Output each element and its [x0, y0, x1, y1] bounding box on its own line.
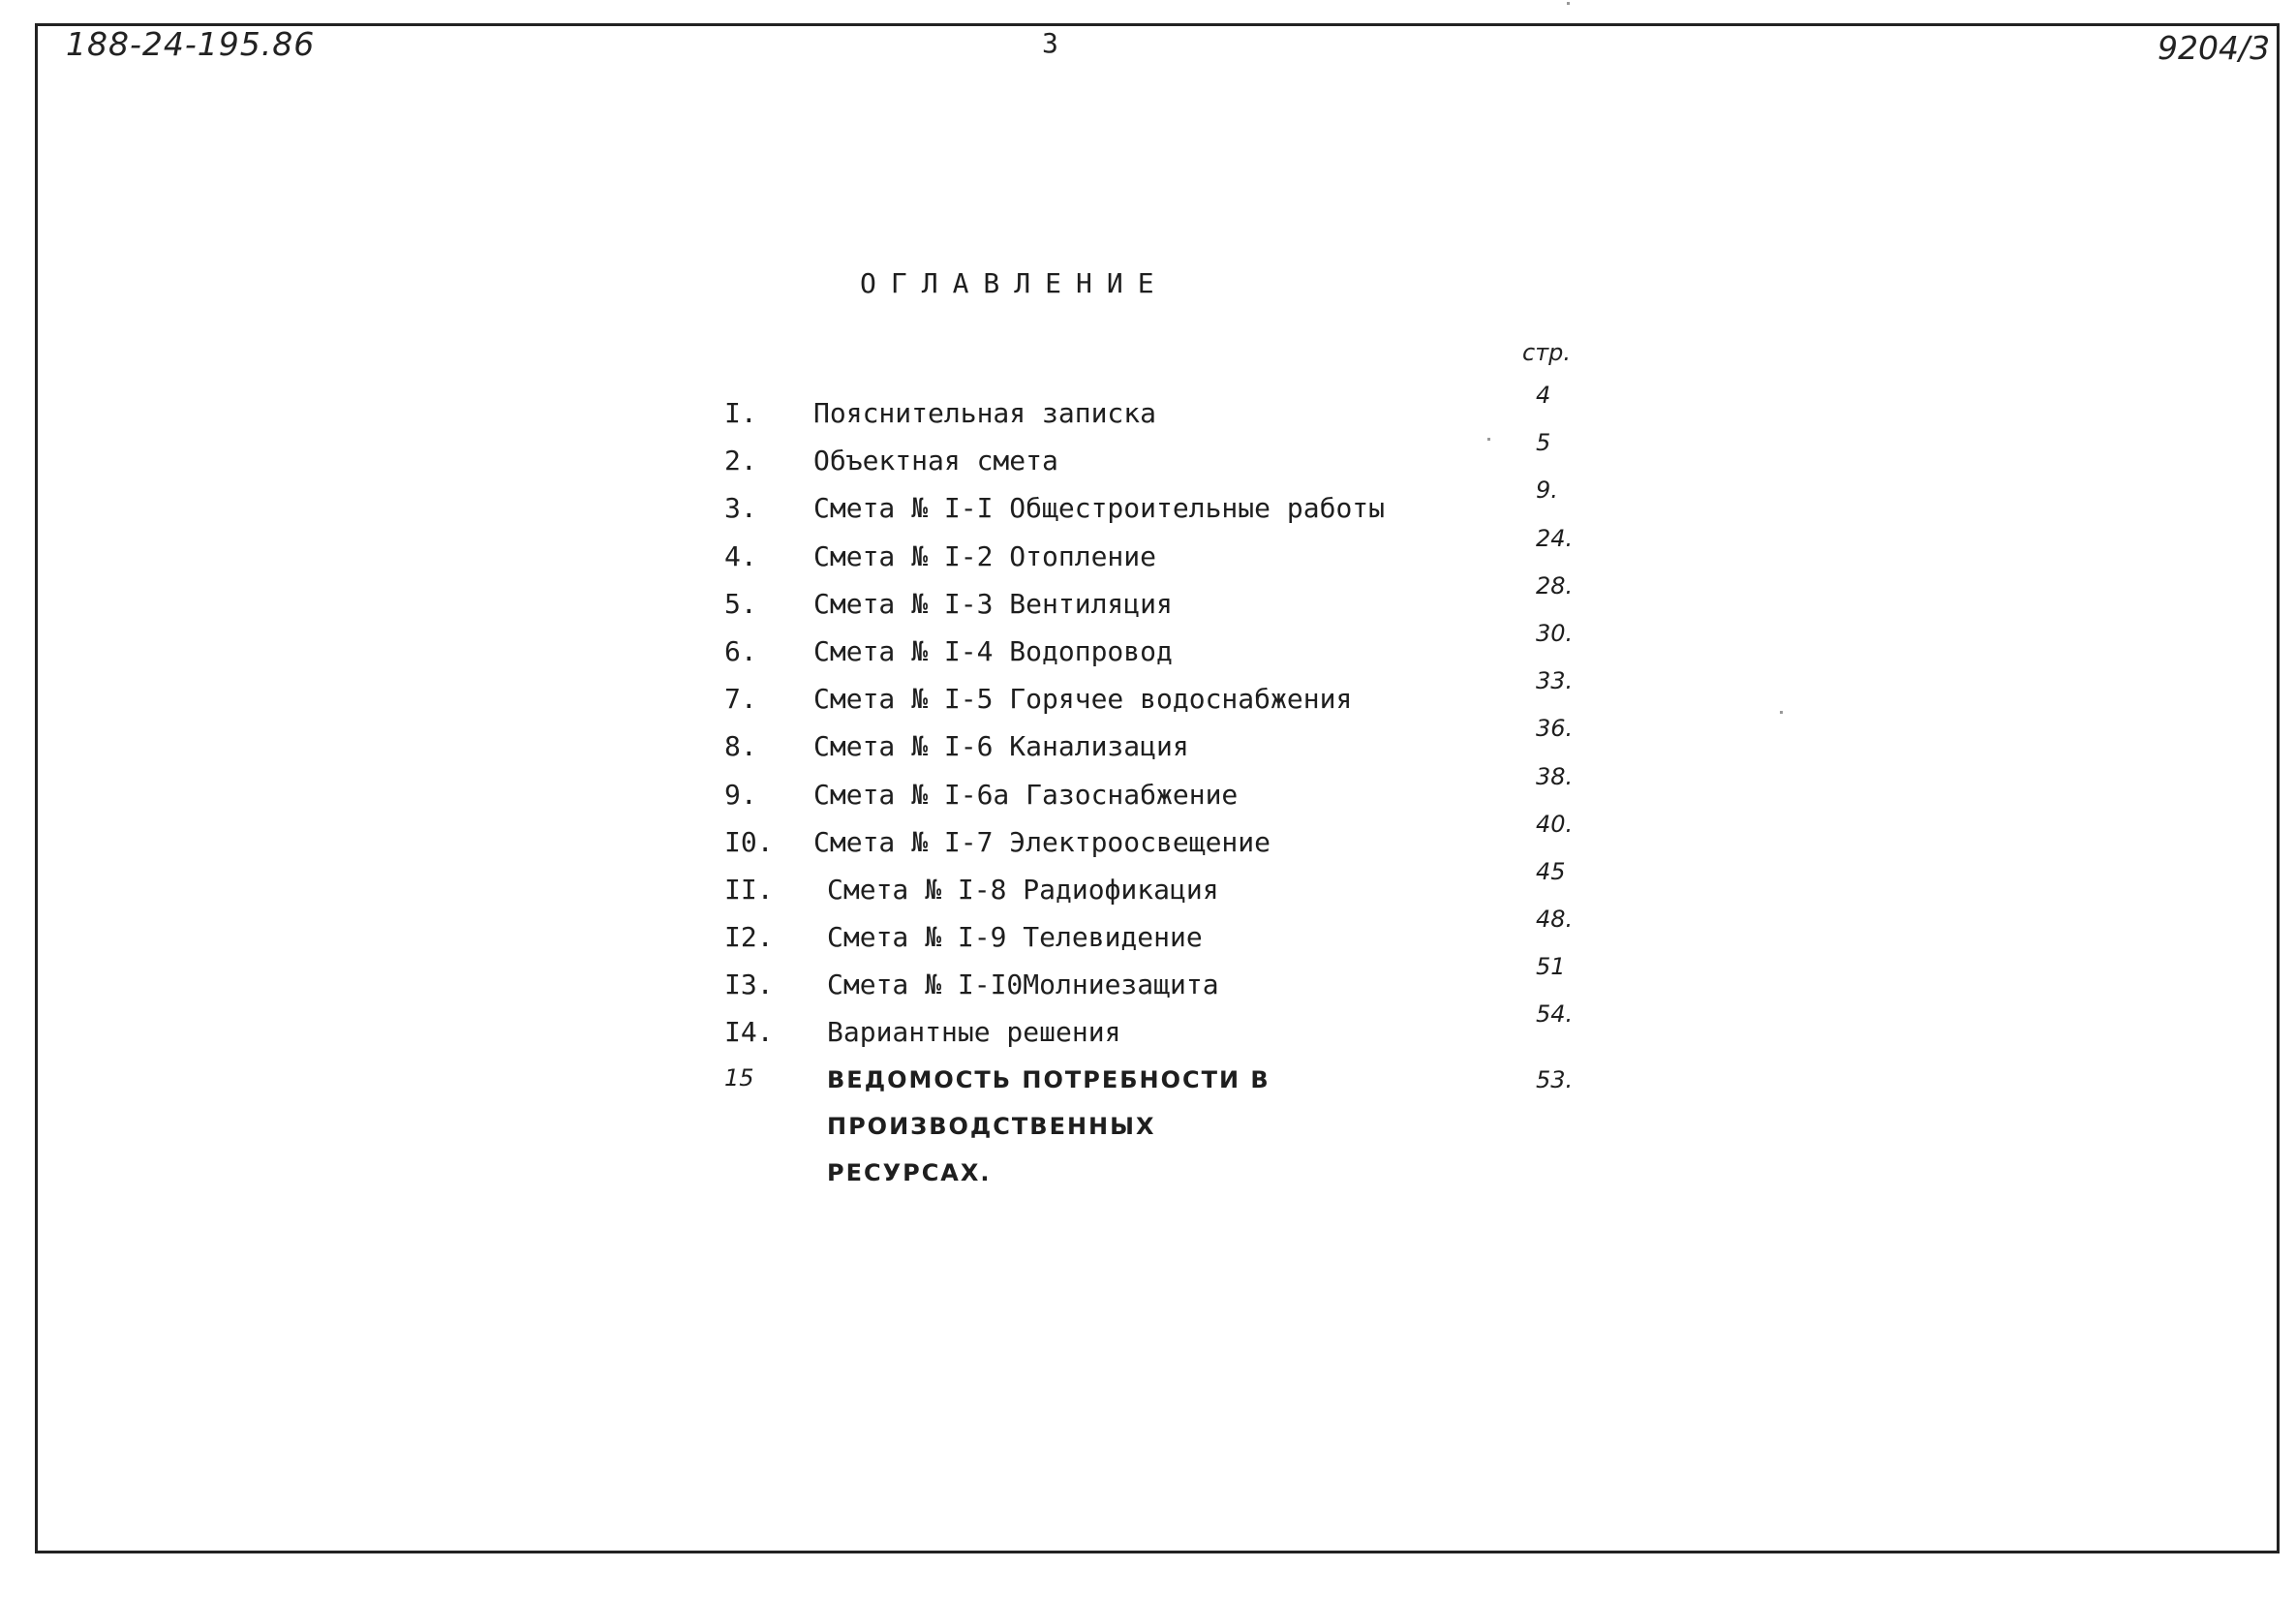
- toc-item-page: 54.: [1536, 1000, 1574, 1029]
- toc-item-number: 2.: [724, 445, 757, 477]
- toc-item-number: 5.: [724, 587, 757, 620]
- toc-item-number: 15: [724, 1063, 754, 1092]
- toc-item-number: I4.: [724, 1016, 774, 1049]
- toc-item-title: Смета № I-6 Канализация: [813, 730, 1189, 763]
- toc-item-page: 53.: [1536, 1065, 1574, 1093]
- toc-item-title: Смета № I-8 Радиофикация: [827, 873, 1219, 906]
- toc-item-page: 48.: [1536, 906, 1574, 934]
- toc-item: [724, 667, 1654, 730]
- toc-item-title: Смета № I-5 Горячее водоснабжения: [813, 683, 1353, 716]
- toc-item-number: 7.: [724, 683, 757, 716]
- toc-item-page: 45: [1536, 857, 1566, 885]
- toc-item-number: I0.: [724, 825, 774, 858]
- toc-item-title: Смета № I-6а Газоснабжение: [813, 778, 1239, 811]
- toc-item: [724, 810, 1654, 874]
- toc-item-page: 5: [1536, 429, 1551, 457]
- toc-item: [724, 1063, 1654, 1186]
- toc-item: [724, 619, 1654, 683]
- toc-item-number: I3.: [724, 969, 774, 1001]
- toc-item-page: 38.: [1536, 762, 1574, 790]
- document-code: 188-24-195.86: [66, 25, 316, 63]
- toc-item-number: 9.: [724, 778, 757, 811]
- toc-item: [724, 906, 1654, 969]
- scan-speck: [1487, 438, 1490, 441]
- inventory-number: 9204/3: [2158, 29, 2271, 67]
- toc-item: [724, 857, 1654, 921]
- toc-item: [724, 524, 1654, 588]
- toc-item: [724, 477, 1654, 539]
- toc-item-title: Смета № I-I Общестроительные работы: [813, 492, 1386, 525]
- toc-item-number: I2.: [724, 921, 774, 954]
- toc-item-page: 4: [1536, 382, 1551, 409]
- toc-item-title: Объектная смета: [813, 445, 1058, 477]
- toc-item: [724, 715, 1654, 778]
- toc-item-title: Смета № I-9 Телевидение: [827, 921, 1203, 954]
- toc-item-page: 28.: [1536, 571, 1574, 600]
- toc-item-page: 30.: [1536, 619, 1574, 647]
- toc-item-title: Смета № I-2 Отопление: [813, 539, 1157, 572]
- toc-item-number: I.: [724, 397, 757, 429]
- toc-item-title: Смета № I-I0Молниезащита: [827, 969, 1219, 1001]
- toc-item-number: II.: [724, 873, 774, 906]
- toc-item-title: Вариантные решения: [827, 1016, 1121, 1049]
- scan-speck: [1567, 2, 1570, 5]
- toc-item: [724, 429, 1654, 492]
- toc-item-page: 40.: [1536, 810, 1574, 838]
- toc-title: ОГЛАВЛЕНИЕ: [860, 267, 1169, 299]
- toc-item-number: 4.: [724, 539, 757, 572]
- toc-item-title: Смета № I-4 Водопровод: [813, 634, 1173, 667]
- toc-item-title: Смета № I-3 Вентиляция: [813, 587, 1173, 620]
- toc-item-title: Смета № I-7 Электроосвещение: [813, 825, 1271, 858]
- toc-item: [724, 571, 1654, 635]
- toc-item-title: ВЕДОМОСТЬ ПОТРЕБНОСТИ В ПРОИЗВОДСТВЕННЫХ РЕСУРСАХ.: [827, 1065, 1270, 1186]
- toc-item-number: 8.: [724, 730, 757, 763]
- toc-item: [724, 953, 1654, 1016]
- toc-item-page: 24.: [1536, 524, 1574, 552]
- toc-item-page: 36.: [1536, 715, 1574, 743]
- toc-item-page: 9.: [1536, 477, 1558, 505]
- toc-item-page: 51: [1536, 953, 1566, 981]
- page-column-label: стр.: [1522, 339, 1572, 366]
- scan-speck: [1780, 711, 1783, 714]
- toc-item-number: 6.: [724, 634, 757, 667]
- toc-item: [724, 762, 1654, 826]
- toc-item-number: 3.: [724, 492, 757, 525]
- toc-item-title: Пояснительная записка: [813, 397, 1157, 429]
- sheet-number: 3: [1042, 27, 1058, 59]
- table-of-contents: [724, 382, 1654, 1186]
- toc-item-page: 33.: [1536, 667, 1574, 695]
- toc-item: [724, 382, 1654, 445]
